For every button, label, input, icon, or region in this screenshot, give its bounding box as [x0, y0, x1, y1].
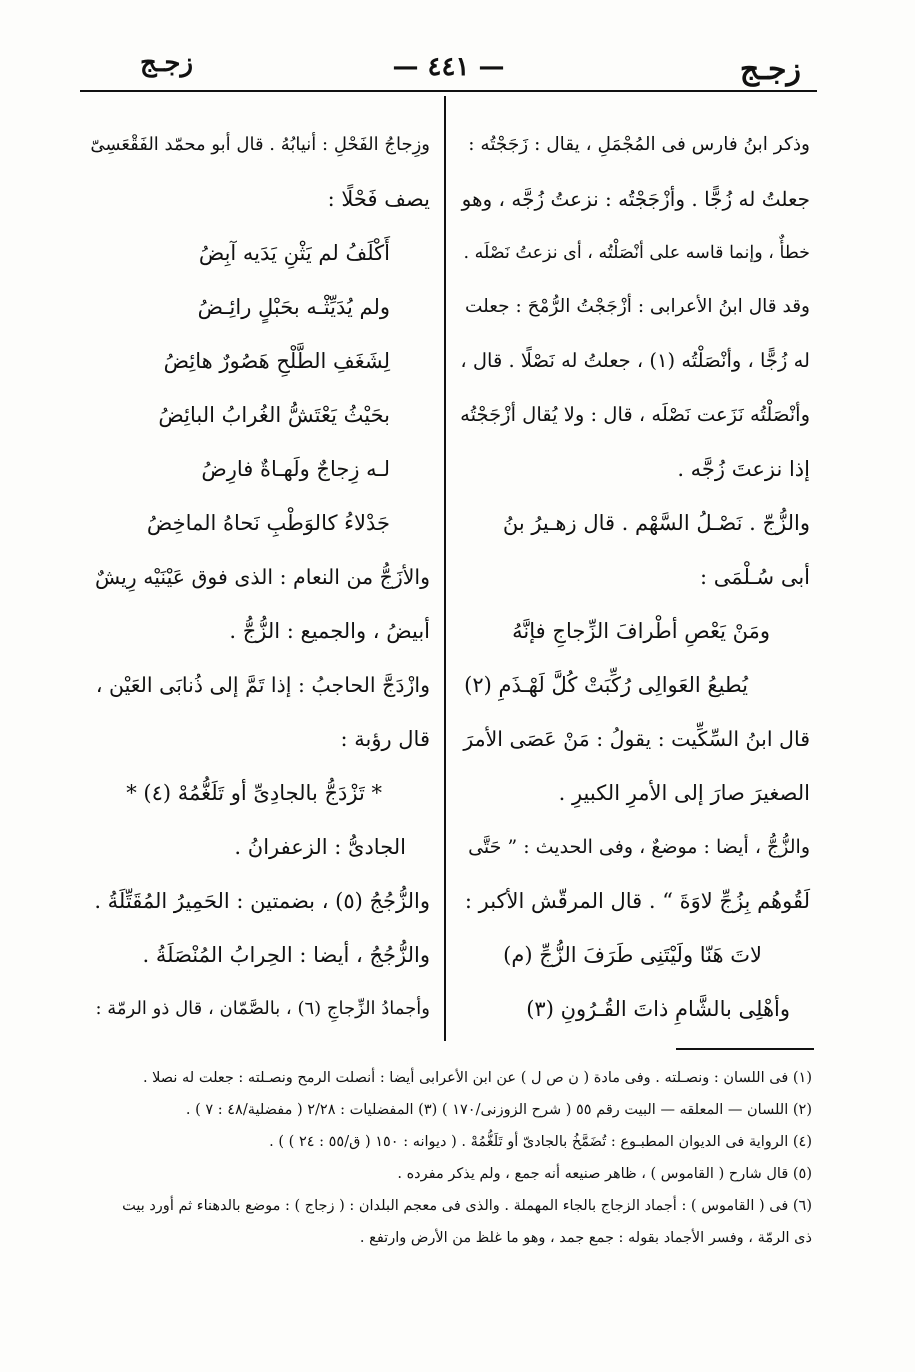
header-rule [80, 90, 817, 92]
text-line: وذكر ابنُ فارس فى المُجْمَلِ ، يقال : زَجَجْتُه : [468, 134, 810, 155]
text-line: إذا نزعتَ زُجَّه . [677, 457, 810, 481]
verse-line: بحَيْثُ يَعْتَشُّ الغُرابُ البائِضُ [158, 403, 390, 427]
right-column [460, 118, 810, 1036]
text-line: وقد قال ابنُ الأعرابى : أزْجَجْتُ الرُّمْحَ : جعلت [464, 296, 810, 317]
text-line: والزُّجُجُ ، أيضا : الحِرابُ المُنْصَلَةُ . [142, 943, 430, 967]
footnote: ذى الرمّة ، وفسر الأجماد بقوله : جمع جمد ، وهو ما غلظ من الأرض وارتفع . [359, 1230, 812, 1246]
text-line: والزُّجُجُ (٥) ، بضمتين : الحَمِيرُ المُقَتِّلَةُ . [94, 889, 430, 913]
footnote: (١) فى اللسان : ونصـلته . وفى مادة ( ن ص ل ) عن ابن الأعرابى أيضا : أنصلت الرمح ونصـلته : جعلت له نصلا . [142, 1070, 812, 1086]
text-line: وأنْصَلْتُه نَزَعت نَصْلَه ، قال : ولا يُقال أزْجَجْتُه [460, 403, 810, 426]
text-line: قال رؤبة : [340, 727, 430, 751]
footnote: (٥) قال شارح ( القاموس ) ، ظاهر صنيعه أنه جمع ، ولم يذكر مفرده . [397, 1166, 812, 1182]
text-line: قال ابنُ السِّكِّيت : يقولُ : مَنْ عَصَى الأمرَ [463, 727, 810, 751]
verse-line: أَكْلَفُ لم يَثْنِ يَدَيه آبِضُ [198, 241, 390, 265]
footnotes [86, 1062, 812, 1254]
verse-line: يُطيعُ العَوالِى رُكِّبَتْ كُلَّ لَهْـذَمِ (٢) [464, 673, 748, 697]
verse-line: ولم يُدَيِّثْـه بحَبْلٍ رائِـضُ [197, 295, 390, 319]
verse-line: لاتَ هَنّا ولَيْتَنِى طَرَفَ الزُّجِّ (م) [503, 943, 762, 967]
verse-line: لـه زِجاجٌ ولَهـاةٌ فارِضُ [201, 457, 390, 481]
page-number: — ٤٤١ — [392, 52, 505, 82]
text-line: والأزَجُّ من النعام : الذى فوق عَيْنَيْه رِيشٌ [94, 565, 430, 589]
header-root-word-left: زجـج [140, 48, 194, 78]
text-line: وازْدَجَّ الحاجبُ : إذا تَمَّ إلى ذُنابَى العَيْن ، [95, 673, 430, 697]
verse-line: ومَنْ يَعْصِ أطْرافَ الزِّجاجِ فإنَّهُ [512, 619, 770, 643]
column-divider [444, 96, 446, 1041]
verse-line: وأهْلِى بالشَّامِ ذاتَ القُـرُونِ (٣) [526, 997, 790, 1021]
verse-line: جَدْلاءُ كالوَطْبِ نَحاهُ الماخِضُ [146, 511, 390, 535]
verse-line: لِشَغَفِ الطَّلْحِ هَصُورٌ هائِضُ [163, 349, 390, 373]
text-line: جعلتُ له زُجًّا . وأزْجَجْتُه : نزعتُ زُجَّه ، وهو [461, 187, 810, 211]
text-line: الجادىُّ : الزعفرانُ . [234, 835, 406, 859]
text-line: له زُجًّا ، وأنْصَلْتُه (١) ، جعلتُ له نَصْلًا . قال ، [460, 349, 810, 372]
text-line: أبى سُـلْمَى : [700, 565, 810, 589]
text-line: يصف فَحْلًا : [327, 187, 430, 211]
text-line: خطأٌ ، وإنما قاسه على أنْصَلْتُه ، أى نزعتُ نَصْلَه . [463, 243, 810, 263]
text-line: وزِجاجُ الفَحْلِ : أنيابُهُ . قال أبو محمّد الفَقْعَسِىّ [90, 134, 430, 155]
header-root-word-right: زجـج [739, 52, 801, 87]
text-line: الصغيرَ صارَ إلى الأمرِ الكبيرِ . [558, 781, 810, 805]
footnote-rule [676, 1048, 814, 1050]
verse-line: * تَزْدَجُّ بالجادِىِّ أو تَلَغُّمُهْ (٤) * [126, 781, 382, 805]
footnote: (٤) الرواية فى الديوان المطبـوع : تُضَمَّخُ بالجادىّ أو تَلَغُّمُهْ . ( ديوانه : ١٥٠ ( ق/٥٥ : ٢٤ ) ) . [269, 1134, 812, 1150]
page-header [78, 40, 819, 90]
text-line: وأجمادُ الزِّجاجِ (٦) ، بالصَّمّان ، قال ذو الرمّة : [95, 998, 430, 1019]
footnote: (٢) اللسان — المعلقه — البيت رقم ٥٥ ( شرح الزوزنى/١٧٠ ) (٣) المفضليات : ٢/٢٨ ( مفضلية/٤٨ : ٧ ) . [185, 1102, 812, 1118]
text-line: لَقُوهُم بِزُجِّ لاوَةَ “ . قال المرقّش الأكبر : [464, 889, 810, 913]
text-line: أبيضُ ، والجميع : الزُّجُّ . [229, 619, 430, 643]
left-column [90, 118, 430, 1036]
footnote: (٦) فى ( القاموس ) : أجماد الزجاج بالجاء المهملة . والذى فى معجم البلدان : ( زجاج ) : موضع بالدهناء ثم أورد بيت [122, 1198, 812, 1214]
text-line: والزُّجّ . نَصْـلُ السَّهْم . قال زهـيرُ بنُ [502, 511, 810, 535]
text-line: والزُّجُّ ، أيضا : موضعٌ ، وفى الحديث : ” حَتَّى [468, 836, 810, 858]
